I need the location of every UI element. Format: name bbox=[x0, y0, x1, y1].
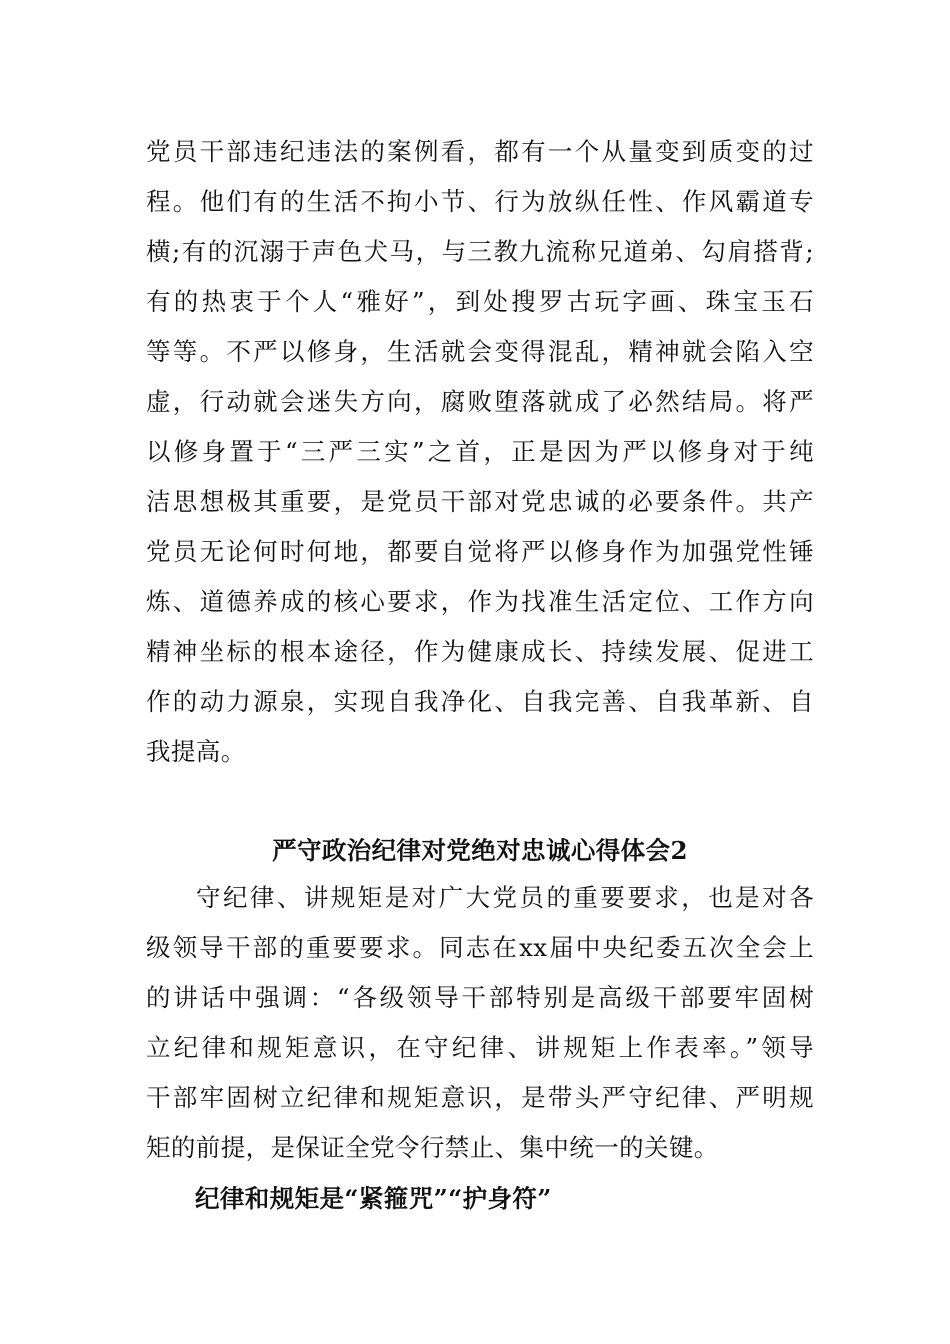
body-paragraph bbox=[146, 873, 814, 1173]
paragraph-line: 以修身置于“三严三实”之首，正是因为严以修身对于纯 bbox=[146, 437, 814, 466]
paragraph-line: 的讲话中强调：“各级领导干部特别是高级干部要牢固树 bbox=[146, 983, 814, 1012]
paragraph-line: 干部牢固树立纪律和规矩意识，是带头严守纪律、严明规 bbox=[146, 1083, 814, 1112]
paragraph-line: 级领导干部的重要要求。同志在xx届中央纪委五次全会上 bbox=[146, 933, 814, 962]
body-paragraph bbox=[146, 127, 814, 777]
paragraph-line: 作的动力源泉，实现自我净化、自我完善、自我革新、自 bbox=[146, 687, 814, 716]
paragraph-line: 有的热衷于个人“雅好”，到处搜罗古玩字画、珠宝玉石 bbox=[146, 287, 814, 316]
paragraph-line: 炼、道德养成的核心要求，作为找准生活定位、工作方向 bbox=[146, 587, 814, 616]
paragraph-line: 党员无论何时何地，都要自觉将严以修身作为加强党性锤 bbox=[146, 537, 814, 566]
paragraph-line: 横;有的沉溺于声色犬马，与三教九流称兄道弟、勾肩搭背; bbox=[146, 237, 814, 266]
paragraph-line: 程。他们有的生活不拘小节、行为放纵任性、作风霸道专 bbox=[146, 187, 814, 216]
paragraph-line-last: 我提高。 bbox=[146, 737, 246, 766]
section-title: 严守政治纪律对党绝对忠诚心得体会2 bbox=[272, 836, 688, 865]
paragraph-line: 等等。不严以修身，生活就会变得混乱，精神就会陷入空 bbox=[146, 337, 814, 366]
subheading: 纪律和规矩是“紧箍咒”“护身符” bbox=[195, 1184, 552, 1213]
paragraph-line: 洁思想极其重要，是党员干部对党忠诚的必要条件。共产 bbox=[146, 487, 814, 516]
paragraph-line: 守纪律、讲规矩是对广大党员的重要要求，也是对各 bbox=[196, 883, 814, 912]
paragraph-line: 党员干部违纪违法的案例看，都有一个从量变到质变的过 bbox=[146, 137, 814, 166]
paragraph-line: 虚，行动就会迷失方向，腐败堕落就成了必然结局。将严 bbox=[146, 387, 814, 416]
paragraph-line-last: 矩的前提，是保证全党令行禁止、集中统一的关键。 bbox=[146, 1133, 719, 1162]
paragraph-line: 精神坐标的根本途径，作为健康成长、持续发展、促进工 bbox=[146, 637, 814, 666]
paragraph-line: 立纪律和规矩意识，在守纪律、讲规矩上作表率。”领导 bbox=[146, 1033, 814, 1062]
